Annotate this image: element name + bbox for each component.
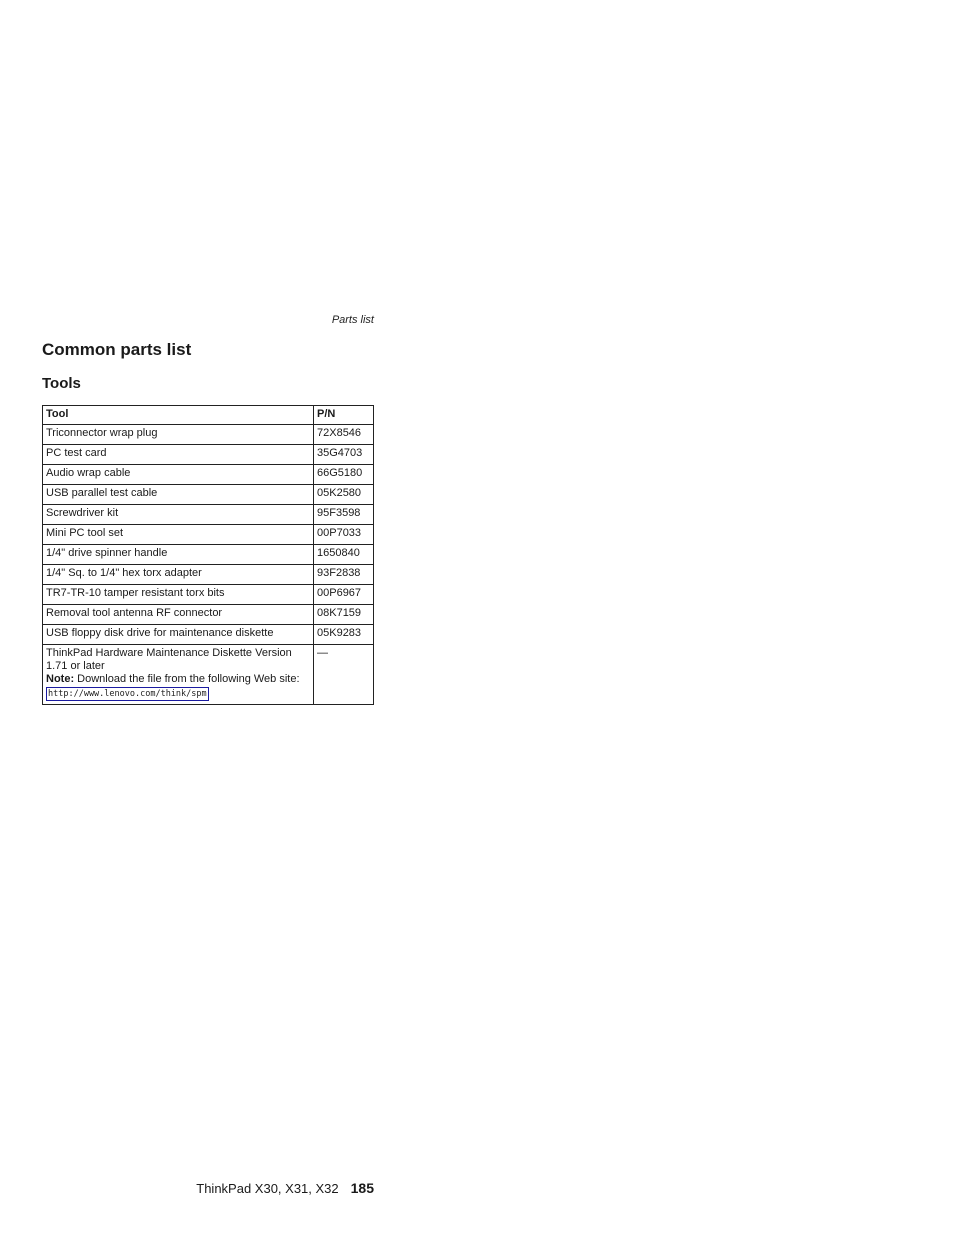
tool-cell: Removal tool antenna RF connector bbox=[43, 605, 314, 625]
table-row bbox=[43, 545, 374, 565]
table-row bbox=[43, 525, 374, 545]
footer-product: ThinkPad X30, X31, X32 bbox=[196, 1181, 339, 1196]
pn-cell: — bbox=[314, 645, 374, 705]
tool-cell: PC test card bbox=[43, 445, 314, 465]
tool-description: ThinkPad Hardware Maintenance Diskette Version 1.71 or later bbox=[46, 647, 292, 672]
table-row bbox=[43, 425, 374, 445]
pn-cell: 66G5180 bbox=[314, 465, 374, 485]
pn-cell: 72X8546 bbox=[314, 425, 374, 445]
column-header-pn: P/N bbox=[314, 406, 374, 425]
tool-cell: Mini PC tool set bbox=[43, 525, 314, 545]
tool-cell bbox=[43, 645, 314, 705]
running-header: Parts list bbox=[331, 314, 374, 326]
table-row bbox=[43, 565, 374, 585]
pn-cell: 95F3598 bbox=[314, 505, 374, 525]
tool-cell: 1/4" Sq. to 1/4" hex torx adapter bbox=[43, 565, 314, 585]
pn-cell: 00P6967 bbox=[314, 585, 374, 605]
column-header-tool: Tool bbox=[43, 406, 314, 425]
tool-cell: Audio wrap cable bbox=[43, 465, 314, 485]
pn-cell: 00P7033 bbox=[314, 525, 374, 545]
note bbox=[46, 673, 310, 686]
table-row bbox=[43, 485, 374, 505]
note-text: Download the file from the following Web site: bbox=[77, 673, 300, 685]
table-row bbox=[43, 645, 374, 705]
page-number: 185 bbox=[350, 1180, 374, 1196]
tool-cell: Screwdriver kit bbox=[43, 505, 314, 525]
table-row bbox=[43, 585, 374, 605]
pn-cell: 08K7159 bbox=[314, 605, 374, 625]
download-link[interactable]: http://www.lenovo.com/think/spm bbox=[48, 689, 207, 699]
section-title: Tools bbox=[42, 375, 81, 392]
table-row bbox=[43, 605, 374, 625]
pn-cell: 05K2580 bbox=[314, 485, 374, 505]
pn-cell: 35G4703 bbox=[314, 445, 374, 465]
table-row bbox=[43, 505, 374, 525]
table-row bbox=[43, 465, 374, 485]
pn-cell: 05K9283 bbox=[314, 625, 374, 645]
table-row bbox=[43, 445, 374, 465]
tool-cell: USB floppy disk drive for maintenance diskette bbox=[43, 625, 314, 645]
tool-cell: 1/4" drive spinner handle bbox=[43, 545, 314, 565]
table-row bbox=[43, 625, 374, 645]
table-header-row bbox=[43, 406, 374, 425]
pn-cell: 93F2838 bbox=[314, 565, 374, 585]
page-footer bbox=[42, 1180, 374, 1196]
tools-table bbox=[42, 405, 374, 705]
note-label: Note: bbox=[46, 673, 75, 685]
tool-cell: Triconnector wrap plug bbox=[43, 425, 314, 445]
pn-cell: 1650840 bbox=[314, 545, 374, 565]
tool-cell: USB parallel test cable bbox=[43, 485, 314, 505]
tool-cell: TR7-TR-10 tamper resistant torx bits bbox=[43, 585, 314, 605]
page-title: Common parts list bbox=[42, 340, 192, 359]
